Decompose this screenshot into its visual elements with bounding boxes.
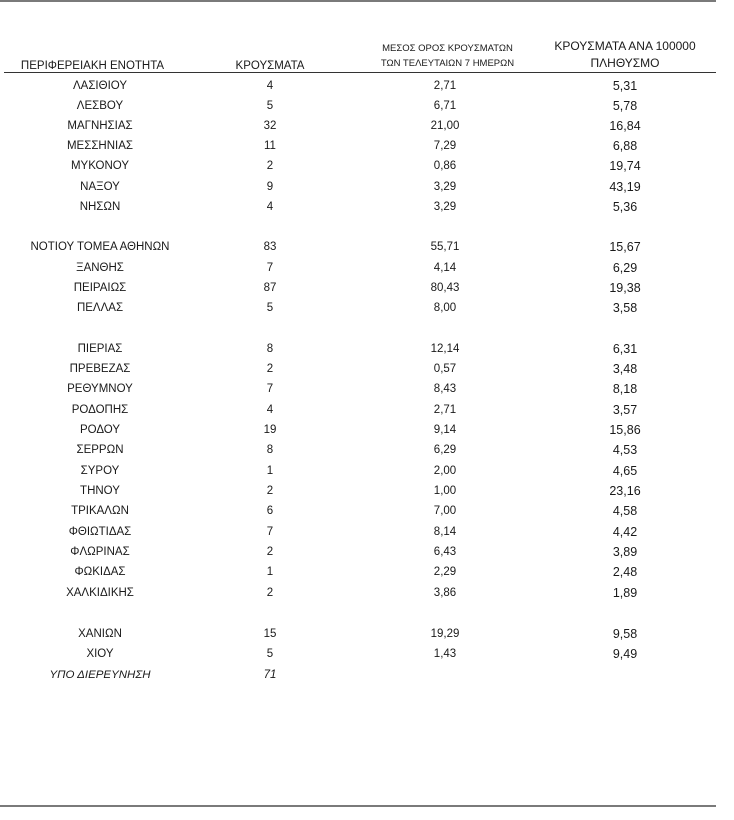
cell-per-100k: 19,74 — [609, 159, 641, 173]
cell-region: ΠΡΕΒΕΖΑΣ — [69, 363, 131, 375]
cell-cases: 7 — [266, 383, 274, 395]
cell-region: ΜΑΓΝΗΣΙΑΣ — [67, 120, 133, 132]
cell-per-100k: 4,42 — [612, 525, 638, 539]
cell-cases: 5 — [266, 100, 274, 112]
cell-per-100k: 4,58 — [612, 504, 638, 518]
cell-avg-7day: 2,29 — [433, 566, 457, 578]
cell-region: ΣΕΡΡΩΝ — [76, 444, 124, 456]
cell-per-100k: 5,78 — [612, 99, 638, 113]
cell-region: ΜΥΚΟΝΟΥ — [70, 160, 130, 172]
cell-per-100k: 3,58 — [612, 301, 638, 315]
cell-region: ΠΙΕΡΙΑΣ — [77, 343, 123, 355]
cell-cases: 4 — [266, 404, 274, 416]
cell-per-100k: 3,48 — [612, 362, 638, 376]
cell-per-100k: 9,49 — [612, 647, 638, 661]
cell-region: ΝΗΣΩΝ — [79, 201, 121, 213]
cell-cases: 5 — [266, 302, 274, 314]
cell-avg-7day: 3,29 — [433, 181, 457, 193]
cell-cases: 2 — [266, 485, 274, 497]
cell-avg-7day: 6,71 — [433, 100, 457, 112]
cell-per-100k: 6,29 — [612, 261, 638, 275]
cell-avg-7day: 12,14 — [430, 343, 460, 355]
cell-avg-7day: 2,71 — [433, 404, 457, 416]
cell-avg-7day: 55,71 — [430, 241, 460, 253]
cell-avg-7day: 6,29 — [433, 444, 457, 456]
cell-cases: 6 — [266, 505, 274, 517]
cell-per-100k: 8,18 — [612, 382, 638, 396]
cell-avg-7day: 7,00 — [433, 505, 457, 517]
cell-region: ΡΟΔΟΠΗΣ — [71, 404, 129, 416]
cell-avg-7day: 1,43 — [433, 648, 457, 660]
cell-per-100k: 15,86 — [609, 423, 641, 437]
cell-cases: 71 — [263, 669, 277, 681]
cell-region: ΦΩΚΙΔΑΣ — [74, 566, 126, 578]
cell-avg-7day: 0,86 — [433, 160, 457, 172]
top-rule — [0, 0, 716, 2]
cell-per-100k: 19,38 — [609, 281, 641, 295]
cell-avg-7day: 21,00 — [430, 120, 460, 132]
cell-avg-7day: 1,00 — [433, 485, 457, 497]
cell-per-100k: 3,57 — [612, 403, 638, 417]
cell-cases: 2 — [266, 160, 274, 172]
cell-avg-7day: 7,29 — [433, 140, 457, 152]
cell-cases: 83 — [263, 241, 277, 253]
cell-avg-7day: 3,86 — [433, 587, 457, 599]
cell-avg-7day: 9,14 — [433, 424, 457, 436]
cell-cases: 1 — [266, 465, 274, 477]
cell-avg-7day: 8,00 — [433, 302, 457, 314]
header-per100k-line2: ΠΛΗΘΥΣΜΟ — [590, 56, 660, 70]
header-avg-line1: ΜΕΣΟΣ ΟΡΟΣ ΚΡΟΥΣΜΑΤΩΝ — [382, 43, 513, 54]
cell-avg-7day: 8,43 — [433, 383, 457, 395]
cell-region: ΥΠΟ ΔΙΕΡΕΥΝΗΣΗ — [49, 669, 151, 681]
cell-cases: 2 — [266, 363, 274, 375]
cell-cases: 4 — [266, 201, 274, 213]
cell-region: ΜΕΣΣΗΝΙΑΣ — [66, 140, 134, 152]
cell-per-100k: 1,89 — [612, 586, 638, 600]
cell-cases: 9 — [266, 181, 274, 193]
cell-cases: 32 — [263, 120, 277, 132]
cell-avg-7day: 80,43 — [430, 282, 460, 294]
cell-per-100k: 23,16 — [609, 484, 641, 498]
cell-cases: 4 — [266, 80, 274, 92]
cell-cases: 19 — [263, 424, 277, 436]
cell-per-100k: 5,36 — [612, 200, 638, 214]
cell-per-100k: 4,53 — [612, 443, 638, 457]
cell-per-100k: 43,19 — [609, 180, 641, 194]
cell-region: ΡΟΔΟΥ — [79, 424, 121, 436]
cell-region: ΠΕΙΡΑΙΩΣ — [73, 282, 127, 294]
cell-per-100k: 3,89 — [612, 545, 638, 559]
bottom-rule — [0, 805, 716, 807]
cell-cases: 87 — [263, 282, 277, 294]
cell-cases: 8 — [266, 343, 274, 355]
cell-region: ΡΕΘΥΜΝΟΥ — [67, 383, 133, 395]
cell-avg-7day: 0,57 — [433, 363, 457, 375]
cell-avg-7day: 2,71 — [433, 80, 457, 92]
header-region: ΠΕΡΙΦΕΡΕΙΑΚΗ ΕΝΟΤΗΤΑ — [20, 60, 165, 72]
cell-avg-7day: 3,29 — [433, 201, 457, 213]
cell-per-100k: 16,84 — [609, 119, 641, 133]
cell-region: ΧΙΟΥ — [86, 648, 114, 660]
cell-region: ΝΟΤΙΟΥ ΤΟΜΕΑ ΑΘΗΝΩΝ — [30, 241, 170, 253]
cell-region: ΛΑΣΙΘΙΟΥ — [72, 80, 128, 92]
cell-cases: 15 — [263, 628, 277, 640]
cell-cases: 2 — [266, 587, 274, 599]
cell-region: ΝΑΞΟΥ — [80, 181, 120, 193]
cell-per-100k: 2,48 — [612, 565, 638, 579]
cell-cases: 11 — [264, 140, 276, 152]
cell-per-100k: 6,31 — [612, 342, 638, 356]
cell-avg-7day: 8,14 — [433, 526, 457, 538]
cell-cases: 2 — [266, 546, 274, 558]
cell-cases: 7 — [266, 262, 274, 274]
cell-region: ΞΑΝΘΗΣ — [76, 262, 124, 274]
cell-cases: 1 — [266, 566, 274, 578]
cell-region: ΠΕΛΛΑΣ — [76, 302, 124, 314]
header-underline — [4, 72, 716, 73]
cell-cases: 7 — [266, 526, 274, 538]
cell-region: ΣΥΡΟΥ — [80, 465, 120, 477]
cell-per-100k: 15,67 — [609, 240, 641, 254]
cell-avg-7day: 19,29 — [430, 628, 460, 640]
cell-avg-7day: 4,14 — [433, 262, 457, 274]
header-cases: ΚΡΟΥΣΜΑΤΑ — [235, 60, 305, 72]
cell-cases: 5 — [266, 648, 274, 660]
cell-avg-7day: 6,43 — [433, 546, 457, 558]
cell-per-100k: 5,31 — [612, 79, 638, 93]
cell-region: ΦΛΩΡΙΝΑΣ — [70, 546, 130, 558]
header-per100k-line1: ΚΡΟΥΣΜΑΤΑ ΑΝΑ 100000 — [554, 39, 696, 53]
cell-per-100k: 4,65 — [612, 464, 638, 478]
cell-avg-7day: 2,00 — [433, 465, 457, 477]
cell-region: ΧΑΛΚΙΔΙΚΗΣ — [66, 587, 134, 599]
cell-cases: 8 — [266, 444, 274, 456]
cell-per-100k: 9,58 — [612, 627, 638, 641]
header-avg-line2: ΤΩΝ ΤΕΛΕΥΤΑΙΩΝ 7 ΗΜΕΡΩΝ — [380, 58, 515, 69]
cell-region: ΦΘΙΩΤΙΔΑΣ — [68, 526, 132, 538]
cell-per-100k: 6,88 — [612, 139, 638, 153]
cell-region: ΧΑΝΙΩΝ — [78, 628, 122, 640]
cell-region: ΤΗΝΟΥ — [80, 485, 120, 497]
cell-region: ΤΡΙΚΑΛΩΝ — [71, 505, 129, 517]
cell-region: ΛΕΣΒΟΥ — [76, 100, 124, 112]
